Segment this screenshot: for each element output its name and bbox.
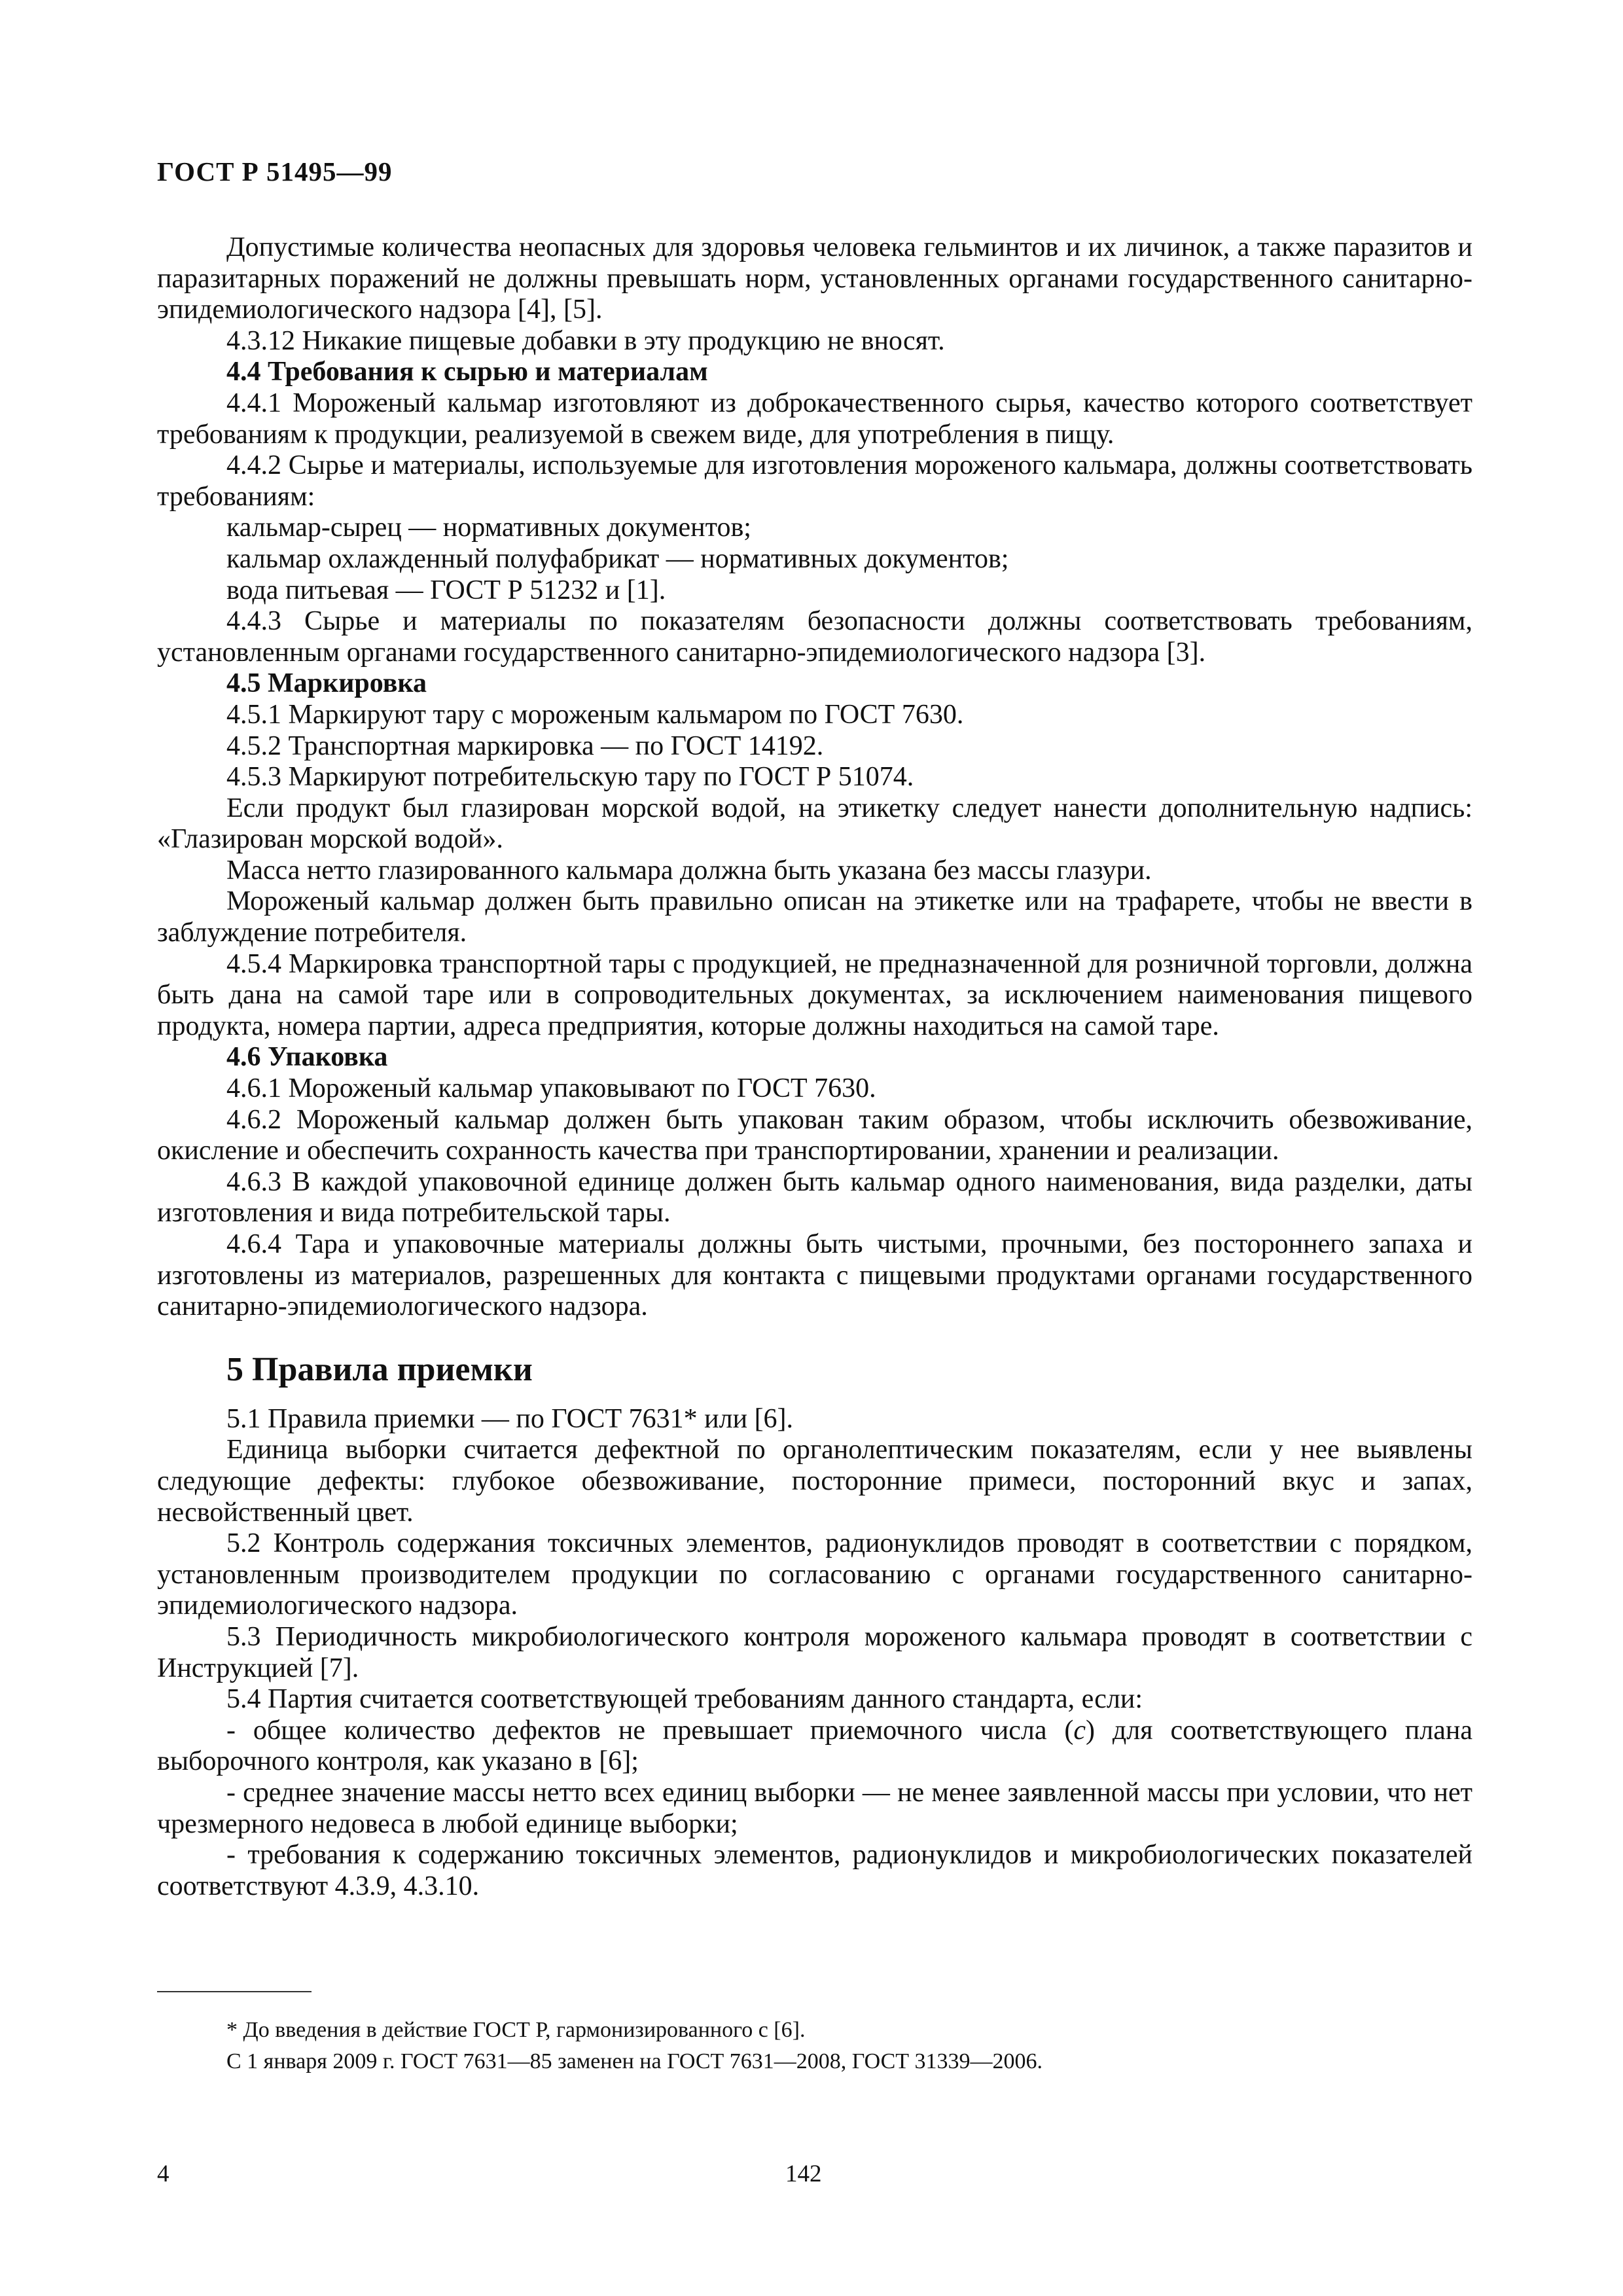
clause-4-6-3: 4.6.3 В каждой упаковочной единице должен быть кальмар одного наименования, вида разделки, даты изготовления и вида потребительской тары. — [157, 1166, 1472, 1229]
defects-text-start: - общее количество дефектов не превышает приемочного числа ( — [226, 1715, 1074, 1746]
subsection-heading-4-5: 4.5 Маркировка — [226, 668, 427, 699]
subsection-heading-4-4: 4.4 Требования к сырью и материалам — [226, 357, 708, 387]
list-item-drinking-water: вода питьевая — ГОСТ Р 51232 и [1]. — [226, 575, 666, 605]
list-item-net-mass: - среднее значение массы нетто всех единиц выборки — не менее заявленной массы при условии, что нет чрезмерного недовеса в любой единице выборки; — [157, 1777, 1472, 1839]
footnote-2: С 1 января 2009 г. ГОСТ 7631—85 заменен на ГОСТ 7631—2008, ГОСТ 31339—2006. — [226, 2049, 1043, 2073]
clause-4-4-2: 4.4.2 Сырье и материалы, используемые для изготовления мороженого кальмара, должны соответствовать требованиям: — [157, 450, 1472, 512]
section-heading-5: 5 Правила приемки — [226, 1350, 533, 1388]
clause-4-4-1: 4.4.1 Мороженый кальмар изготовляют из доброкачественного сырья, качество которого соответствует требованиям к продукции, реализуемой в свежем виде, для употребления в пищу. — [157, 387, 1472, 450]
clause-4-5-3: 4.5.3 Маркируют потребительскую тару по ГОСТ Р 51074. — [226, 762, 914, 793]
subsection-heading-4-6: 4.6 Упаковка — [226, 1042, 388, 1073]
paragraph-helminths: Допустимые количества неопасных для здоровья человека гельминтов и их личинок, а также паразитов и паразитарных поражений не должны превышать норм, установленных органами государственного санитарно-эпидемиологического надзора [4], [5]. — [157, 232, 1472, 325]
clause-5-2: 5.2 Контроль содержания токсичных элементов, радионуклидов проводят в соответствии с порядком, установленным производителем продукции по согласованию с органами государственного санитарно-эпидемиологического надзора. — [157, 1528, 1472, 1621]
clause-5-3: 5.3 Периодичность микробиологического контроля мороженого кальмара проводят в соответствии с Инструкцией [7]. — [157, 1621, 1472, 1683]
clause-5-1: 5.1 Правила приемки — по ГОСТ 7631* или [6]. — [226, 1403, 794, 1434]
clause-4-6-2: 4.6.2 Мороженый кальмар должен быть упакован таким образом, чтобы исключить обезвоживание, окисление и обеспечить сохранность качества при транспортировании, хранении и реализации. — [157, 1104, 1472, 1166]
page-number-left: 4 — [157, 2161, 169, 2187]
footnote-1: * До введения в действие ГОСТ Р, гармонизированного с [6]. — [226, 2018, 806, 2042]
paragraph-net-mass: Масса нетто глазированного кальмара должна быть указана без массы глазури. — [226, 855, 1152, 886]
defects-text-end: ) для соответствующего плана выборочного контроля, как указано в [6]; — [157, 1715, 1472, 1777]
list-item-defects — [157, 1715, 1472, 1778]
clause-4-4-3: 4.4.3 Сырье и материалы по показателям безопасности должны соответствовать требованиям, установленным органами государственного санитарно-эпидемиологического надзора [3]. — [157, 606, 1472, 668]
clause-4-3-12: 4.3.12 Никакие пищевые добавки в эту продукцию не вносят. — [226, 325, 945, 356]
clause-4-5-4: 4.5.4 Маркировка транспортной тары с продукцией, не предназначенной для розничной торговли, должна быть дана на самой таре или в сопроводительных документах, за исключением наименования пищевого продукта, номера партии, адреса предприятия, которые должны находиться на самой таре. — [157, 948, 1472, 1041]
list-item-chilled-squid: кальмар охлажденный полуфабрикат — нормативных документов; — [226, 543, 1009, 574]
footnotes — [157, 2015, 1472, 2077]
paragraph-sample-unit: Единица выборки считается дефектной по органолептическим показателям, если у нее выявлены следующие дефекты: глубокое обезвоживание, посторонние примеси, посторонний вкус и запах, несвойственный цвет. — [157, 1435, 1472, 1528]
document-body — [157, 232, 1472, 1902]
clause-5-4: 5.4 Партия считается соответствующей требованиям данного стандарта, если: — [226, 1684, 1143, 1715]
clause-4-6-1: 4.6.1 Мороженый кальмар упаковывают по ГОСТ 7630. — [226, 1073, 876, 1104]
clause-4-5-1: 4.5.1 Маркируют тару с мороженым кальмаром по ГОСТ 7630. — [226, 699, 964, 730]
paragraph-label: Мороженый кальмар должен быть правильно описан на этикетке или на трафарете, чтобы не ввести в заблуждение потребителя. — [157, 886, 1472, 948]
acceptance-number-variable: с — [1073, 1715, 1086, 1746]
clause-4-5-2: 4.5.2 Транспортная маркировка — по ГОСТ 14192. — [226, 730, 824, 761]
footnote-separator — [157, 1991, 312, 1992]
document-code-header: ГОСТ Р 51495—99 — [157, 156, 393, 187]
list-item-raw-squid: кальмар-сырец — нормативных документов; — [226, 512, 751, 543]
list-item-toxic-elements: - требования к содержанию токсичных элементов, радионуклидов и микробиологических показателей соответствуют 4.3.9, 4.3.10. — [157, 1840, 1472, 1901]
clause-4-6-4: 4.6.4 Тара и упаковочные материалы должны быть чистыми, прочными, без постороннего запаха и изготовлены из материалов, разрешенных для контакта с пищевыми продуктами органами государственного санитарно-эпидемиологического надзора. — [157, 1229, 1472, 1322]
paragraph-glazing: Если продукт был глазирован морской водой, на этикетку следует нанести дополнительную надпись: «Глазирован морской водой». — [157, 793, 1472, 855]
page-number-center: 142 — [785, 2161, 822, 2187]
